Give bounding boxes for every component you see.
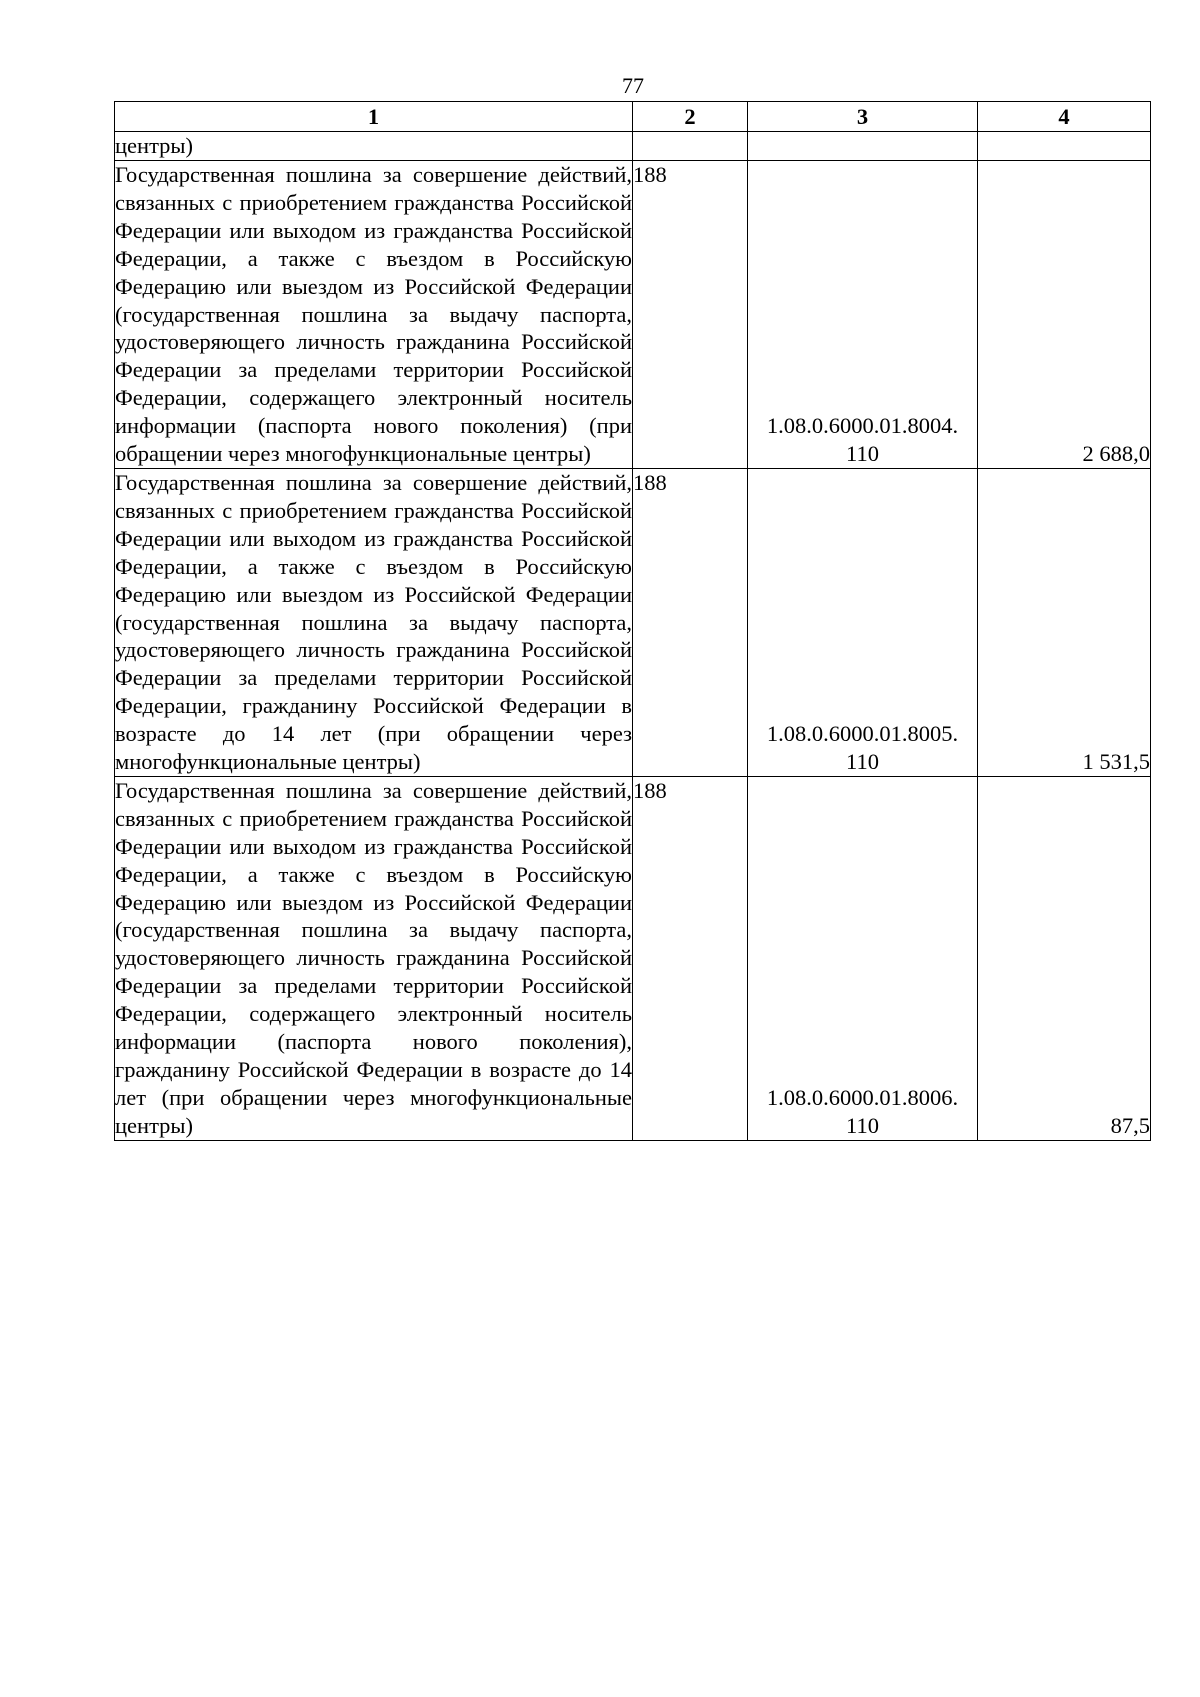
- column-header-4: 4: [978, 102, 1151, 132]
- amount: 1 531,5: [978, 468, 1151, 776]
- budget-classification-code: [748, 776, 978, 1140]
- admin-code: 188: [633, 161, 748, 469]
- kbk-code-suffix: 110: [846, 749, 879, 775]
- revenue-table: [114, 101, 1151, 1141]
- amount: 87,5: [978, 776, 1151, 1140]
- amount: 2 688,0: [978, 161, 1151, 469]
- continuation-row: [115, 132, 1151, 161]
- table-row: [115, 776, 1151, 1140]
- kbk-code-suffix: 110: [846, 1112, 879, 1138]
- row-description: Государственная пошлина за совершение действий, связанных с приобретением гражданства Российской Федерации или выходом из гражданства Российской Федерации, а также с въездом в Российскую Федерацию или выездом из Российской Федерации (государственная пошлина за выдачу паспорта, удостоверяющего личность гражданина Российской Федерации за пределами территории Российской Федерации, содержащего электронный носитель информации (паспорта нового поколения), гражданину Российской Федерации в возрасте до 14 лет (при обращении через многофункциональные центры): [115, 776, 633, 1140]
- column-header-2: 2: [633, 102, 748, 132]
- kbk-code-suffix: 110: [846, 441, 879, 467]
- column-header-1: 1: [115, 102, 633, 132]
- table-row: [115, 468, 1151, 776]
- kbk-code-part: 1.08.0.6000.01.8006.: [766, 1084, 959, 1110]
- table-row: [115, 161, 1151, 469]
- budget-classification-code: [748, 468, 978, 776]
- column-header-3: 3: [748, 102, 978, 132]
- admin-code: 188: [633, 776, 748, 1140]
- kbk-code-part: 1.08.0.6000.01.8005.: [766, 721, 959, 747]
- budget-classification-code: [748, 161, 978, 469]
- row-description: Государственная пошлина за совершение действий, связанных с приобретением гражданства Российской Федерации или выходом из гражданства Российской Федерации, а также с въездом в Российскую Федерацию или выездом из Российской Федерации (государственная пошлина за выдачу паспорта, удостоверяющего личность гражданина Российской Федерации за пределами территории Российской Федерации, гражданину Российской Федерации в возрасте до 14 лет (при обращении через многофункциональные центры): [115, 468, 633, 776]
- continuation-text: центры): [115, 132, 633, 161]
- page-number: 77: [622, 73, 644, 98]
- table-header-row: [115, 102, 1151, 132]
- kbk-code-part: 1.08.0.6000.01.8004.: [766, 413, 959, 439]
- admin-code: 188: [633, 468, 748, 776]
- row-description: Государственная пошлина за совершение действий, связанных с приобретением гражданства Российской Федерации или выходом из гражданства Российской Федерации, а также с въездом в Российскую Федерацию или выездом из Российской Федерации (государственная пошлина за выдачу паспорта, удостоверяющего личность гражданина Российской Федерации за пределами территории Российской Федерации, содержащего электронный носитель информации (паспорта нового поколения) (при обращении через многофункциональные центры): [115, 161, 633, 469]
